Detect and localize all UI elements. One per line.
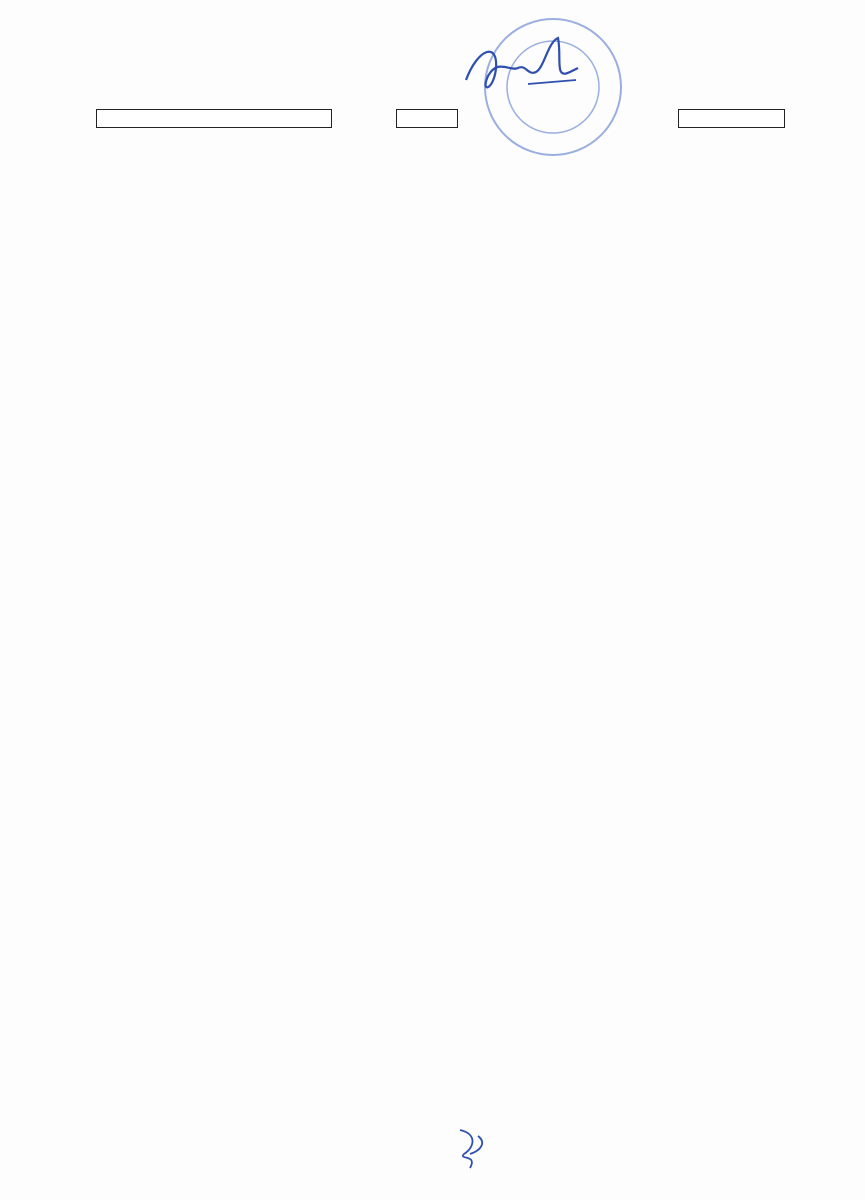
cook-signature — [448, 1124, 498, 1174]
